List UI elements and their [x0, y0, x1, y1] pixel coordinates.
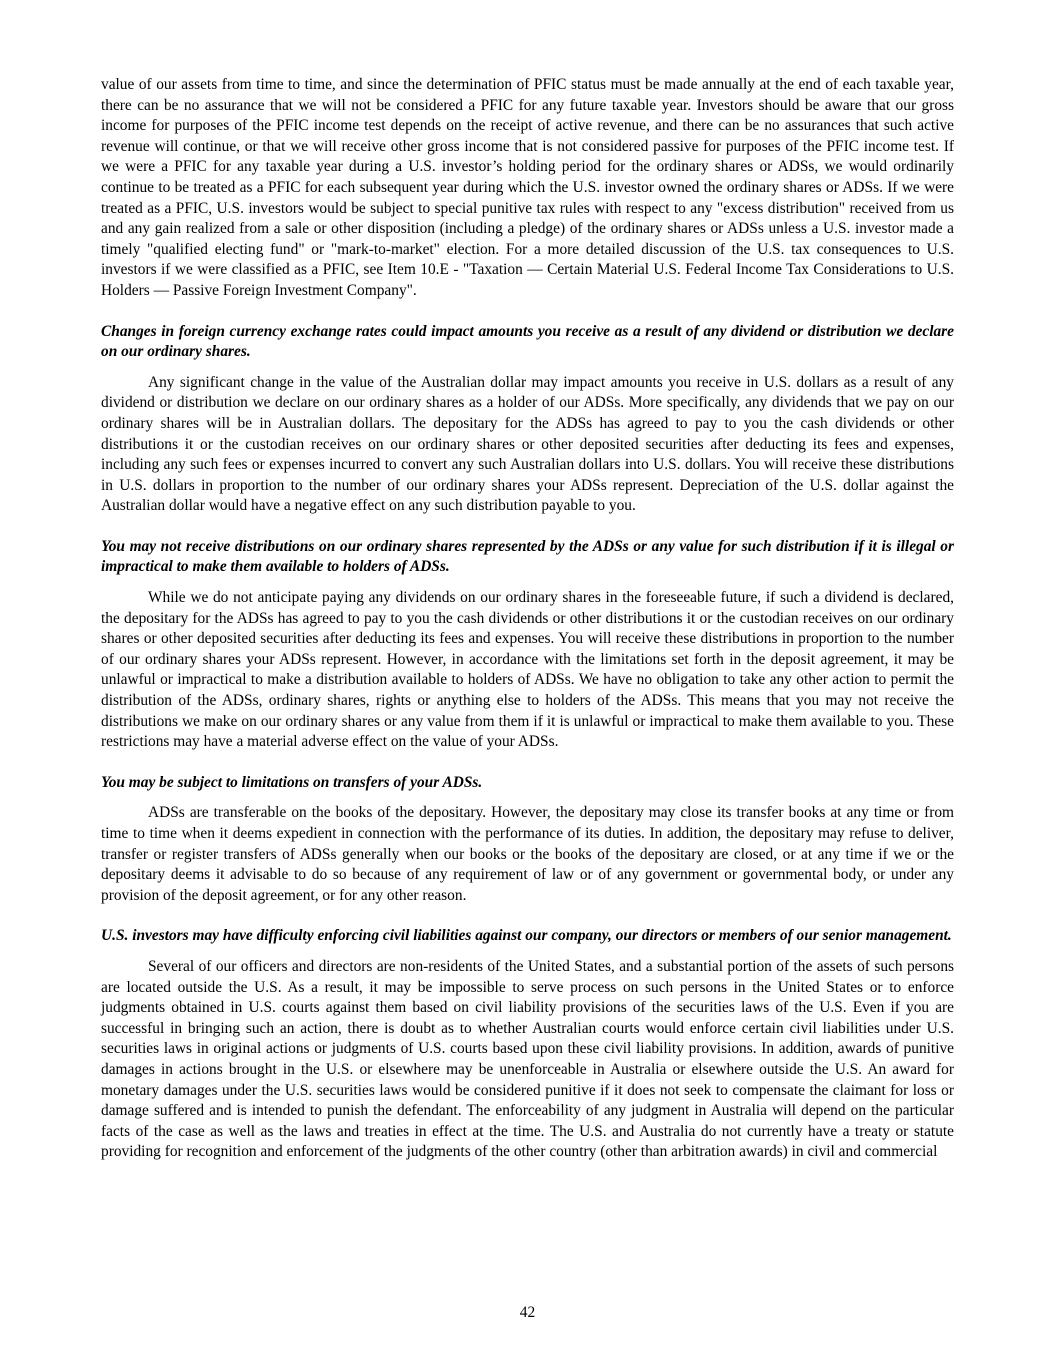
document-body — [101, 75, 954, 1163]
paragraph-civil-liabilities: Several of our officers and directors are non-residents of the United States, and a substantial portion of the assets of such persons are located outside the U.S. As a result, it may be impossible to serve process on such persons in the United States or to enforce judgments obtained in U.S. courts against them based on civil liability provisions of the securities laws of the U.S. Even if you are successful in bringing such an action, there is doubt as to whether Australian courts would enforce certain civil liabilities under U.S. securities laws in original actions or judgments of U.S. courts based upon these civil liability provisions. In addition, awards of punitive damages in actions brought in the U.S. or elsewhere may be unenforceable in Australia or elsewhere outside the U.S. An award for monetary damages under the U.S. securities laws would be considered punitive if it does not seek to compensate the claimant for loss or damage suffered and is intended to punish the defendant. The enforceability of any judgment in Australia will depend on the particular facts of the case as well as the laws and treaties in effect at the time. The U.S. and Australia do not currently have a treaty or statute providing for recognition and enforcement of the judgments of the other country (other than arbitration awards) in civil and commercial — [101, 957, 954, 1161]
page-number: 42 — [519, 1304, 536, 1321]
heading-civil-liabilities: U.S. investors may have difficulty enforcing civil liabilities against our company, our directors or members of our senior management. — [101, 927, 952, 945]
heading-currency-exchange: Changes in foreign currency exchange rates could impact amounts you receive as a result of any dividend or distribution we declare on our ordinary shares. — [101, 322, 954, 361]
heading-distributions: You may not receive distributions on our ordinary shares represented by the ADSs or any value for such distribution if it is illegal or impractical to make them available to holders of ADSs. — [101, 537, 954, 576]
heading-transfer-limitations: You may be subject to limitations on transfers of your ADSs. — [101, 773, 483, 791]
paragraph-pfic-continued: value of our assets from time to time, and since the determination of PFIC status must be made annually at the end of each taxable year, there can be no assurance that we will not be considered a PFIC for any future taxable year. Investors should be aware that our gross income for purposes of the PFIC income test depends on the receipt of active revenue, and there can be no assurances that such active revenue will continue, or that we will receive other gross income that is not considered passive for purposes of the PFIC income test. If we were a PFIC for any taxable year during a U.S. investor’s holding period for the ordinary shares or ADSs, we would ordinarily continue to be treated as a PFIC for each subsequent year during which the U.S. investor owned the ordinary shares or ADSs. If we were treated as a PFIC, U.S. investors would be subject to special punitive tax rules with respect to any "excess distribution" received from us and any gain realized from a sale or other disposition (including a pledge) of the ordinary shares or ADSs unless a U.S. investor made a timely "qualified electing fund" or "mark-to-market" election. For a more detailed discussion of the U.S. tax consequences to U.S. investors if we were classified as a PFIC, see Item 10.E - "Taxation — Certain Material U.S. Federal Income Tax Considerations to U.S. Holders — Passive Foreign Investment Company". — [101, 76, 954, 299]
paragraph-currency-exchange: Any significant change in the value of the Australian dollar may impact amounts you receive in U.S. dollars as a result of any dividend or distribution we declare on our ordinary shares as a holder of our ADSs. More specifically, any dividends that we pay on our ordinary shares will be in Australian dollars. The depositary for the ADSs has agreed to pay to you the cash dividends or other distributions it or the custodian receives on our ordinary shares or other deposited securities after deducting its fees and expenses, including any such fees or expenses incurred to convert any such Australian dollars into U.S. dollars. You will receive these distributions in U.S. dollars in proportion to the number of our ordinary shares your ADSs represent. Depreciation of the U.S. dollar against the Australian dollar would have a negative effect on any such distribution payable to you. — [101, 373, 954, 515]
paragraph-transfer-limitations: ADSs are transferable on the books of the depositary. However, the depositary may close its transfer books at any time or from time to time when it deems expedient in connection with the performance of its duties. In addition, the depositary may refuse to deliver, transfer or register transfers of ADSs generally when our books or the books of the depositary are closed, or at any time if we or the depositary deems it advisable to do so because of any requirement of law or of any government or governmental body, or under any provision of the deposit agreement, or for any other reason. — [101, 804, 954, 904]
paragraph-distributions: While we do not anticipate paying any dividends on our ordinary shares in the foreseeable future, if such a dividend is declared, the depositary for the ADSs has agreed to pay to you the cash dividends or other distributions it or the custodian receives on our ordinary shares or other deposited securities after deducting its fees and expenses. You will receive these distributions in proportion to the number of our ordinary shares your ADSs represent. However, in accordance with the limitations set forth in the deposit agreement, it may be unlawful or impractical to make a distribution available to holders of ADSs. We have no obligation to take any other action to permit the distribution of the ADSs, ordinary shares, rights or anything else to holders of the ADSs. This means that you may not receive the distributions we make on our ordinary shares or any value from them if it is unlawful or impractical to make them available to you. These restrictions may have a material adverse effect on the value of your ADSs. — [101, 589, 954, 751]
